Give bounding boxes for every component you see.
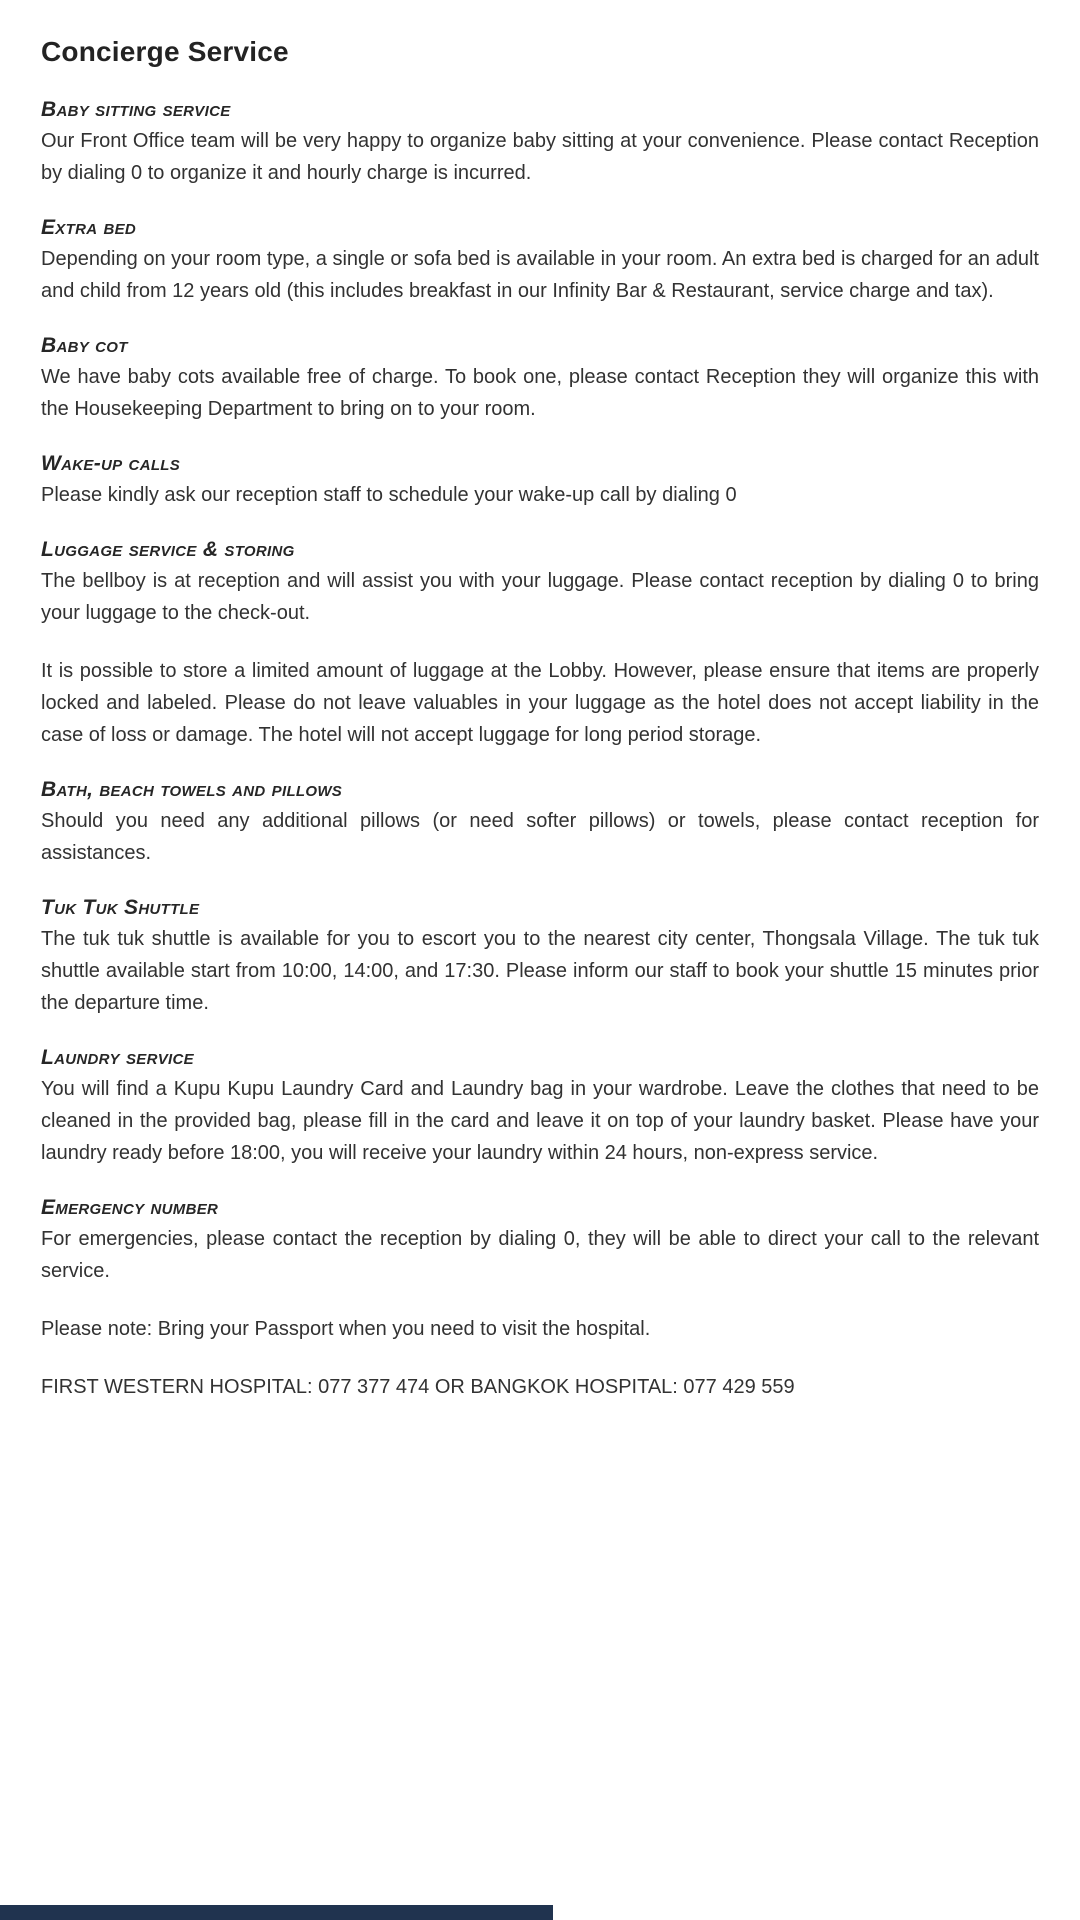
section-heading: Laundry service xyxy=(41,1046,194,1069)
paragraph: Depending on your room type, a single or sofa bed is available in your room. An extra bed is charged for an adult and child from 12 years old (this includes breakfast in our Infinity Bar & Restaurant, service charge and tax). xyxy=(41,248,1039,302)
section-laundry-service xyxy=(41,1046,1039,1169)
section-baby-cot xyxy=(41,334,1039,425)
section-heading: Baby sitting service xyxy=(41,98,231,121)
paragraph: Should you need any additional pillows (or need softer pillows) or towels, please contact reception for assistances. xyxy=(41,810,1039,864)
section-baby-sitting-service xyxy=(41,98,1039,189)
section-emergency-number xyxy=(41,1196,1039,1403)
section-heading: Baby cot xyxy=(41,334,128,357)
footer-accent-bar xyxy=(0,1905,553,1920)
paragraph: For emergencies, please contact the reception by dialing 0, they will be able to direct your call to the relevant service. xyxy=(41,1228,1039,1282)
section-heading: Tuk Tuk Shuttle xyxy=(41,896,200,919)
section-heading: Bath, beach towels and pillows xyxy=(41,778,343,801)
section-heading: Wake-up calls xyxy=(41,452,181,475)
section-tuk-tuk-shuttle xyxy=(41,896,1039,1019)
paragraph: Please note: Bring your Passport when you need to visit the hospital. xyxy=(41,1318,651,1340)
section-heading: Extra bed xyxy=(41,216,137,239)
paragraph: It is possible to store a limited amount of luggage at the Lobby. However, please ensure that items are properly locked and labeled. Please do not leave valuables in your luggage as the hotel does not accept liability in the case of loss or damage. The hotel will not accept luggage for long period storage. xyxy=(41,660,1039,746)
paragraph: Our Front Office team will be very happy to organize baby sitting at your convenience. Please contact Reception by dialing 0 to organize it and hourly charge is incurred. xyxy=(41,130,1039,184)
paragraph: You will find a Kupu Kupu Laundry Card and Laundry bag in your wardrobe. Leave the clothes that need to be cleaned in the provided bag, please fill in the card and leave it on top of your laundry basket. Please have your laundry ready before 18:00, you will receive your laundry within 24 hours, non-express service. xyxy=(41,1078,1039,1164)
section-wake-up-calls xyxy=(41,452,1039,511)
paragraph: The tuk tuk shuttle is available for you to escort you to the nearest city center, Thongsala Village. The tuk tuk shuttle available start from 10:00, 14:00, and 17:30. Please inform our staff to book your shuttle 15 minutes prior the departure time. xyxy=(41,928,1039,1014)
paragraph: FIRST WESTERN HOSPITAL: 077 377 474 OR BANGKOK HOSPITAL: 077 429 559 xyxy=(41,1376,795,1398)
section-extra-bed xyxy=(41,216,1039,307)
paragraph: We have baby cots available free of charge. To book one, please contact Reception they will organize this with the Housekeeping Department to bring on to your room. xyxy=(41,366,1039,420)
page-title: Concierge Service xyxy=(41,36,289,67)
section-heading: Luggage service & storing xyxy=(41,538,295,561)
section-luggage-service-storing xyxy=(41,538,1039,751)
paragraph: Please kindly ask our reception staff to schedule your wake-up call by dialing 0 xyxy=(41,484,737,506)
paragraph: The bellboy is at reception and will assist you with your luggage. Please contact reception by dialing 0 to bring your luggage to the check-out. xyxy=(41,570,1039,624)
section-heading: Emergency number xyxy=(41,1196,219,1219)
section-bath-beach-towels-pillows xyxy=(41,778,1039,869)
